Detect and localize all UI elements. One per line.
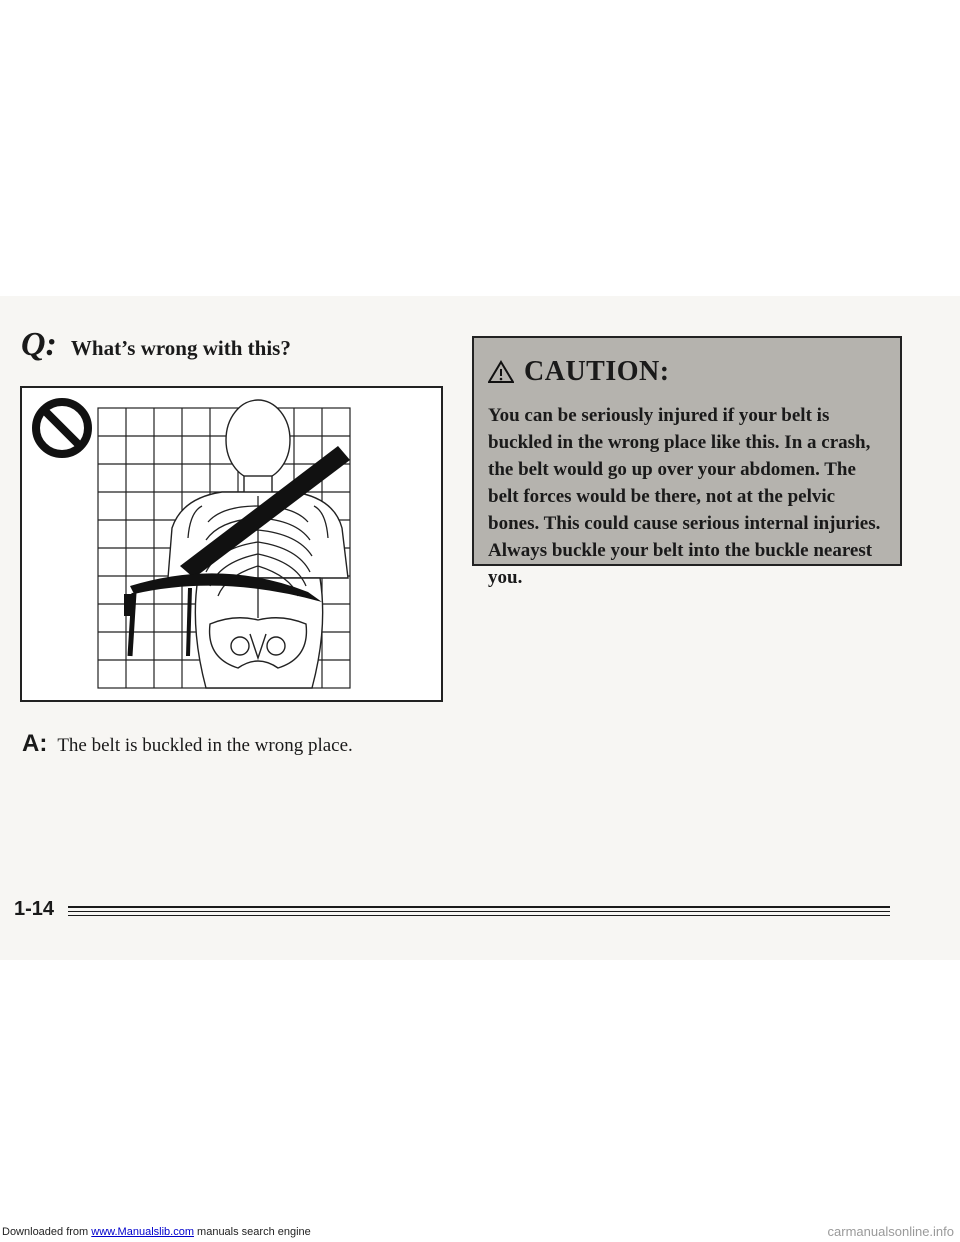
caution-line: the belt would go up over your abdomen. The	[488, 459, 856, 480]
question	[21, 326, 291, 364]
caution-line: you.	[488, 567, 523, 588]
caution-line: You can be seriously injured if your belt is	[488, 405, 830, 426]
caution-text	[488, 402, 888, 591]
warning-triangle-icon	[488, 360, 514, 384]
buckle-strap	[188, 588, 190, 656]
download-suffix: manuals search engine	[193, 1226, 311, 1238]
answer	[22, 730, 353, 758]
answer-mark-label: A:	[22, 730, 48, 757]
seatbelt-illustration	[20, 386, 443, 702]
caution-line: Always buckle your belt into the buckle nearest	[488, 540, 873, 561]
footer-rule	[68, 906, 890, 908]
prohibited-icon	[36, 402, 88, 454]
answer-text: The belt is buckled in the wrong place.	[57, 735, 353, 756]
caution-line: buckled in the wrong place like this. In a crash,	[488, 432, 871, 453]
caution-line: belt forces would be there, not at the pelvic	[488, 486, 836, 507]
download-prefix: Downloaded from	[2, 1226, 92, 1238]
caution-line: bones. This could cause serious internal injuries.	[488, 513, 881, 534]
page-number: 1-14	[14, 898, 55, 920]
skeleton-seatbelt-drawing	[22, 388, 441, 700]
caution-box	[472, 336, 902, 588]
footer-rule	[68, 911, 890, 912]
caution-title	[488, 356, 670, 388]
download-credit	[2, 1226, 311, 1238]
question-mark-label: Q:	[21, 326, 57, 363]
manualslib-link[interactable]: www.Manualslib.com	[91, 1226, 194, 1238]
buckle-latch	[124, 594, 134, 616]
watermark: carmanualsonline.info	[827, 1224, 954, 1239]
question-text: What’s wrong with this?	[70, 336, 291, 360]
caution-heading: CAUTION:	[524, 356, 670, 387]
footer-rule	[68, 915, 890, 916]
